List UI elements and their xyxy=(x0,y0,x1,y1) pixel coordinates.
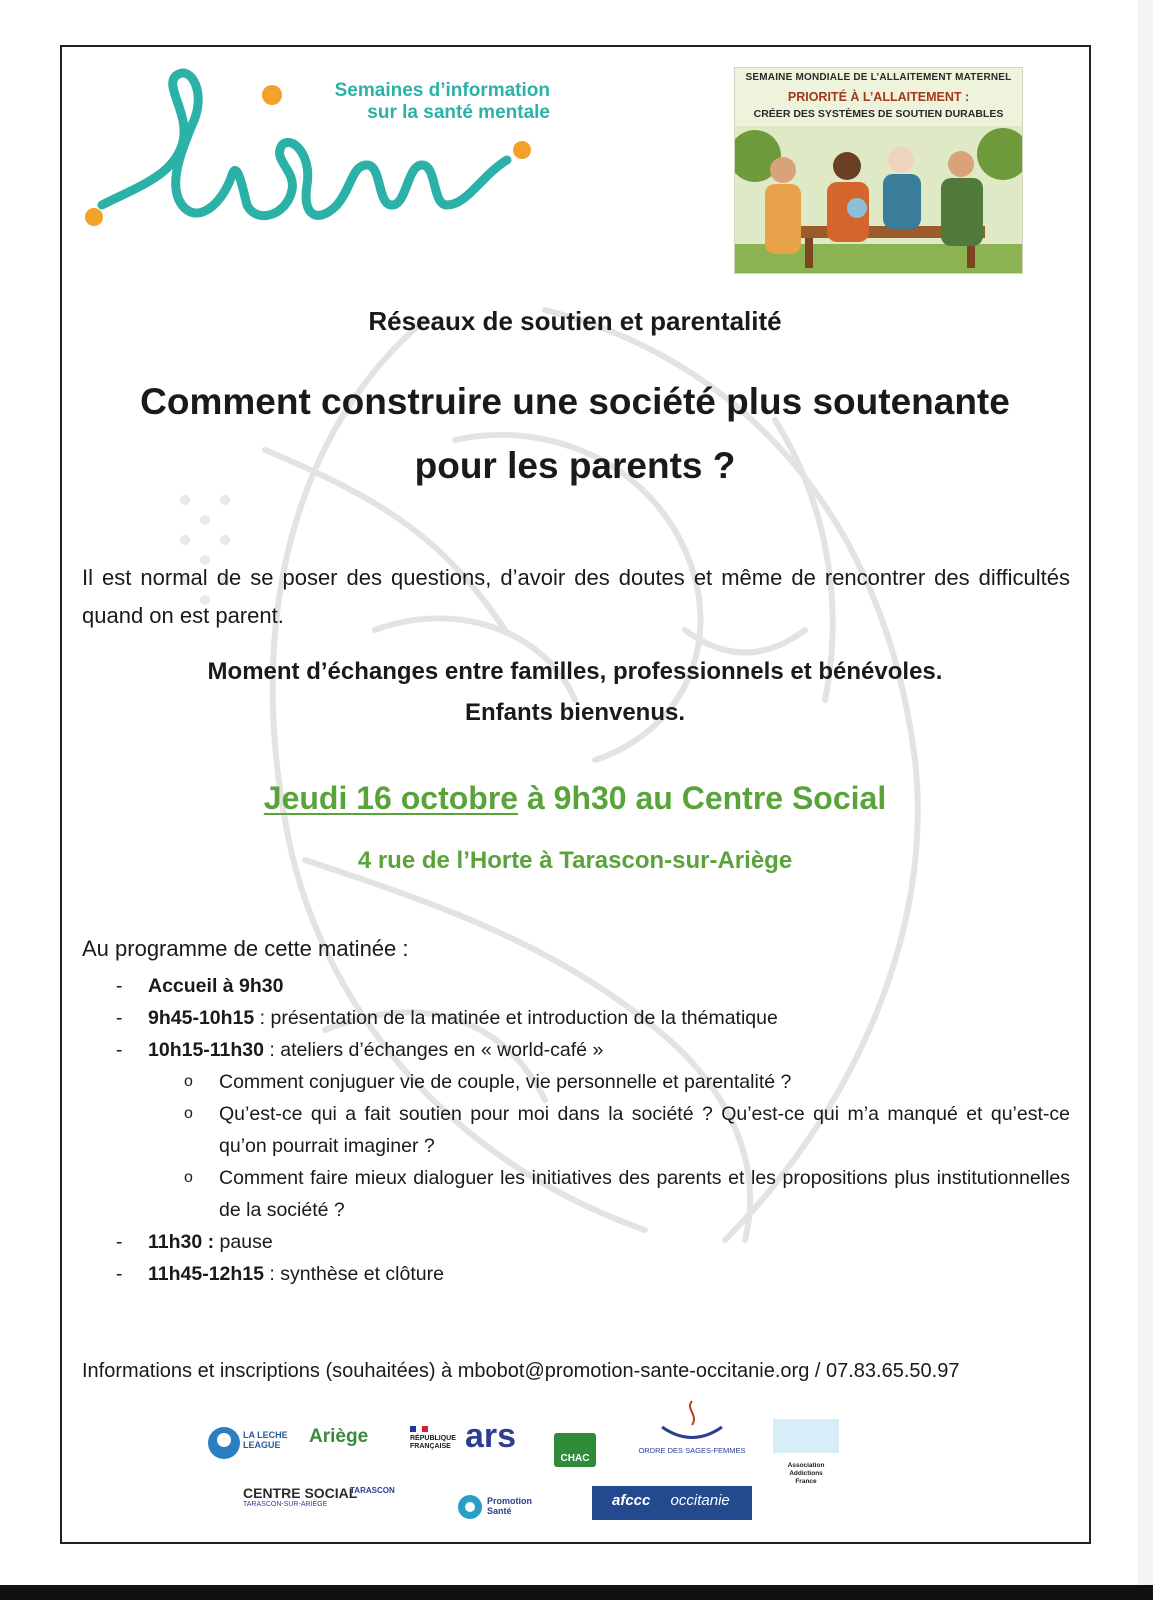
republique-line2: FRANÇAISE xyxy=(410,1443,451,1450)
program-item xyxy=(82,1226,1072,1258)
poster-subtitle: CRÉER DES SYSTÈMES DE SOUTIEN DURABLES xyxy=(753,108,1004,120)
flag-icon xyxy=(410,1426,428,1432)
ars-logo xyxy=(465,1418,525,1458)
program-desc: : synthèse et clôture xyxy=(264,1263,444,1285)
bottom-band xyxy=(0,1585,1153,1600)
addictions-line3: France xyxy=(795,1478,817,1485)
program-item xyxy=(82,1002,1072,1034)
poster-heading: SEMAINE MONDIALE DE L’ALLAITEMENT MATERNEL xyxy=(745,72,1012,83)
promotion-sante-icon xyxy=(457,1494,483,1520)
breastfeeding-week-poster xyxy=(734,67,1023,274)
list-dash: - xyxy=(116,1039,123,1061)
ariege-label: Ariège xyxy=(309,1426,369,1447)
list-dash: - xyxy=(116,1263,123,1285)
highlight-line1: Moment d’échanges entre familles, professionnels et bénévoles. xyxy=(207,658,943,685)
tarascon-label: TARASCON xyxy=(350,1486,395,1495)
republique-francaise-logo xyxy=(410,1426,465,1471)
promotion-sante-logo xyxy=(457,1492,547,1524)
event-address: 4 rue de l’Horte à Tarascon-sur-Ariège xyxy=(357,847,793,874)
leche-line2: LEAGUE xyxy=(243,1440,281,1450)
poster-priority: PRIORITÉ À L’ALLAITEMENT : xyxy=(787,90,970,104)
promotion-line1: Promotion xyxy=(487,1496,532,1506)
program-item xyxy=(82,1258,1072,1290)
highlight-line2: Enfants bienvenus. xyxy=(464,699,686,726)
addictions-line2: Addictions xyxy=(789,1470,823,1477)
program-intro: Au programme de cette matinée : xyxy=(82,936,409,961)
subitem-text: Comment conjuguer vie de couple, vie personnelle et parentalité ? xyxy=(219,1071,792,1093)
list-dash: - xyxy=(116,1231,123,1253)
list-dash: - xyxy=(116,975,123,997)
sism-tagline-line1: Semaines d’information xyxy=(334,80,550,101)
afccc-label: afccc xyxy=(612,1492,651,1509)
centre-hospitalier-logo xyxy=(773,1419,839,1453)
ars-label: ars xyxy=(465,1417,517,1455)
event-date-line xyxy=(80,780,1070,817)
program-time: 11h45-12h15 xyxy=(148,1263,265,1285)
tarascon-logo xyxy=(350,1486,405,1514)
program-time: 11h30 : xyxy=(148,1231,215,1253)
circle-bullet-icon: o xyxy=(184,1073,193,1090)
family-illustration xyxy=(735,126,1022,273)
program-desc: pause xyxy=(214,1231,273,1253)
sages-femmes-label: ORDRE DES SAGES-FEMMES xyxy=(638,1446,746,1455)
event-title xyxy=(80,370,1070,498)
sages-femmes-icon xyxy=(637,1397,747,1441)
leche-line1: LA LECHE xyxy=(243,1430,288,1440)
ordre-sages-femmes-logo xyxy=(637,1397,747,1457)
program-subitem xyxy=(82,1098,1072,1162)
program-time: Accueil à 9h30 xyxy=(148,975,284,997)
centre-social-logo xyxy=(243,1485,358,1515)
sism-tagline xyxy=(300,80,550,124)
program-subitem xyxy=(82,1162,1072,1226)
circle-bullet-icon: o xyxy=(184,1169,193,1186)
sism-tagline-line2: sur la santé mentale xyxy=(367,102,550,123)
program-subitem xyxy=(82,1066,1072,1098)
afccc-region: occitanie xyxy=(670,1492,730,1509)
addictions-france-logo xyxy=(773,1462,839,1510)
la-leche-league-logo xyxy=(208,1422,288,1464)
event-title-line2: pour les parents ? xyxy=(414,445,736,486)
event-subtitle: Réseaux de soutien et parentalité xyxy=(368,306,782,336)
contact-info: Informations et inscriptions (souhaitées) à mbobot@promotion-sante-occitanie.org / 07.83.65.50.97 xyxy=(82,1360,960,1382)
program-desc: : ateliers d’échanges en « world-café » xyxy=(264,1039,604,1061)
program-time: 10h15-11h30 xyxy=(148,1039,265,1061)
intro-paragraph: Il est normal de se poser des questions, d’avoir des doutes et même de rencontrer des difficultés quand on est parent. xyxy=(82,565,1070,628)
chac-label: CHAC xyxy=(560,1453,590,1464)
program-time: 9h45-10h15 xyxy=(148,1007,255,1029)
centre-social-sub: TARASCON-SUR-ARIÈGE xyxy=(243,1501,328,1508)
addictions-line1: Association xyxy=(787,1462,825,1469)
ariege-logo xyxy=(309,1426,374,1466)
list-dash: - xyxy=(116,1007,123,1029)
event-date: Jeudi 16 octobre xyxy=(263,780,519,816)
republique-line1: RÉPUBLIQUE xyxy=(410,1435,456,1442)
page-edge xyxy=(1138,0,1153,1585)
highlight-block xyxy=(80,651,1070,733)
centre-social-label: CENTRE SOCIAL xyxy=(243,1485,358,1501)
promotion-line2: Santé xyxy=(487,1506,512,1516)
event-title-line1: Comment construire une société plus soutenante xyxy=(140,381,1010,422)
circle-bullet-icon: o xyxy=(184,1105,193,1122)
program-desc: : présentation de la matinée et introduction de la thématique xyxy=(254,1007,778,1029)
program-item xyxy=(82,1034,1072,1066)
event-time-venue: à 9h30 au Centre Social xyxy=(518,780,887,816)
afccc-occitanie-logo xyxy=(592,1486,752,1520)
subitem-text: Comment faire mieux dialoguer les initiatives des parents et les propositions plus institutionnelles de la société ? xyxy=(219,1167,1070,1221)
program-item xyxy=(82,970,1072,1002)
program-list xyxy=(82,970,1072,1290)
subitem-text: Qu’est-ce qui a fait soutien pour moi dans la société ? Qu’est-ce qui m’a manqué et qu’est-ce qu’on pourrait imaginer ? xyxy=(219,1103,1070,1157)
chac-logo xyxy=(554,1433,596,1467)
leche-league-icon xyxy=(208,1424,240,1462)
